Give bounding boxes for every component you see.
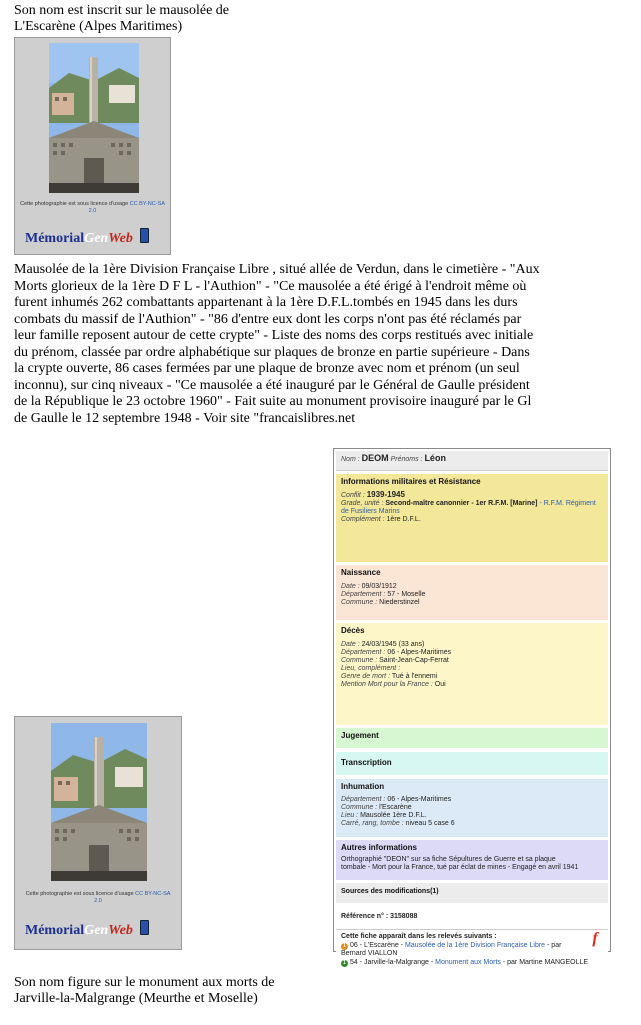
photo-license: Cette photographie est sous licence d'usage CC BY-NC-SA 2.0 <box>20 201 165 214</box>
description-line: furent inhumés 262 combattants appartenant à la 1ère D.F.L.tombés en 1945 dans les durs <box>14 295 518 310</box>
other-info-section: Autres informations Orthographié "DEON" sur sa fiche Sépultures de Guerre et sa plaque tombale - Mort pour la France, tué par éclat de mines - Engagé en avril 1941 <box>336 840 608 880</box>
sources-title[interactable]: Sources des modifications(1) <box>341 888 439 895</box>
description-line: de la République le 23 octobre 1960" - Fait suite au monument provisoire inauguré par le Gl <box>14 394 532 409</box>
soldier-record-panel <box>333 448 611 966</box>
birth-section: Naissance Date : 09/03/1912 Département : 57 - Moselle Commune : Niederstinzel <box>336 565 608 620</box>
section-title: Décès <box>341 626 365 635</box>
description-line: la crypte ouverte, 86 cases fermées par une plaque de bronze avec nom et prénom (un seul <box>14 361 520 376</box>
burial-section: Inhumation Département : 06 - Alpes-Maritimes Commune : l'Escarène Lieu : Mausolée 1ère D.F.L. Carré, rang, tombe : niveau 5 case 6 <box>336 779 608 837</box>
section-title: Transcription <box>341 758 392 767</box>
top-caption <box>14 3 229 35</box>
bottom-caption-line2: Jarville-la-Malgrange (Meurthe et Moselle) <box>14 991 258 1006</box>
monument-photo <box>51 723 147 881</box>
name-bar: Nom : DEOM Prénoms : Léon <box>336 451 608 471</box>
surname: DEOM <box>361 453 389 463</box>
regiment-link[interactable]: - R.F.M. Régiment de Fusiliers Marins <box>341 500 596 515</box>
photo-license: Cette photographie est sous licence d'usage CC BY-NC-SA 2.0 <box>25 891 171 904</box>
description-line: Mausolée de la 1ère Division Française Libre , situé allée de Verdun, dans le cimetière - "Aux <box>14 262 540 277</box>
death-section: Décès Date : 24/03/1945 (33 ans) Département : 06 - Alpes-Maritimes Commune : Saint-Jean-Cap-Ferrat Lieu, complément : Genre de mort : Tué à l'ennemi Mention Mort pour la France : Oui <box>336 623 608 725</box>
appears-in-section: f Cette fiche apparaît dans les relevés suivants : 1 06 - L'Escarène - Mausolée de la 1ère Division Française Libre - par Bernard VIALLON 1 54 - Jarville-la-Malgrange - Monument aux Morts - par Martine MANGEOLLE <box>336 929 608 989</box>
bottom-caption <box>14 975 275 1007</box>
section-title: Naissance <box>341 568 381 577</box>
monument-photo-card[interactable] <box>14 716 182 950</box>
memorial-genweb-logo: MémorialGenWeb <box>25 920 149 939</box>
first-name: Léon <box>424 453 446 463</box>
top-caption-line2: L'Escarène (Alpes Maritimes) <box>14 19 183 34</box>
monument-record-link[interactable]: Monument aux Morts <box>435 959 501 966</box>
description-line: du prénom, classée par ordre alphabétique sur plaques de bronze en partie supérieure - Dans <box>14 344 530 360</box>
military-info-section: Informations militaires et Résistance Conflit : 1939-1945 Grade, unité : Second-maître canonnier - 1er R.F.M. [Marine] - R.F.M. Régiment de Fusiliers Marins Complément : 1ère D.F.L. <box>336 474 608 562</box>
orange-number-badge-icon: 1 <box>341 943 348 950</box>
section-title: Informations militaires et Résistance <box>341 477 481 486</box>
mobile-phone-icon <box>140 920 149 935</box>
transcription-section <box>336 752 608 775</box>
green-number-badge-icon: 1 <box>341 960 348 967</box>
memorial-photo-card[interactable] <box>14 37 171 255</box>
license-link[interactable]: CC BY-NC-SA <box>135 891 171 897</box>
sources-section[interactable] <box>336 883 608 903</box>
license-link[interactable]: CC BY-NC-SA <box>129 201 165 207</box>
judgment-section <box>336 728 608 748</box>
section-title: Autres informations <box>341 843 418 852</box>
description-line: Morts glorieux de la 1ère D F L - l'Authion" - "Ce mausolée a été érigé à l'endroit même où <box>14 278 527 294</box>
mausoleum-record-link[interactable]: Mausolée de la 1ère Division Française Libre <box>405 942 546 949</box>
section-title: Jugement <box>341 731 379 740</box>
memorial-genweb-logo: MémorialGenWeb <box>25 228 149 247</box>
description-line: inconnu), sur cinq niveaux - "Ce mausolée a été inauguré par le Général de Gaulle président <box>14 377 530 393</box>
section-title: Inhumation <box>341 782 385 791</box>
description-line: de Gaulle le 12 septembre 1948 - Voir site "francaislibres.net <box>14 410 356 426</box>
mobile-phone-icon <box>140 228 149 243</box>
description-line: combats du massif de l'Authion" - "86 d'entre eux dont les corps n'ont pas été réclamés par <box>14 311 522 327</box>
reference-section: Référence n° : 3158088 <box>336 906 608 926</box>
mausoleum-photo <box>49 43 139 193</box>
description-line: leur famille reposent autour de cette crypte" - Liste des noms des corps restitués avec initiale <box>14 328 534 343</box>
f-logo-icon: f <box>592 930 598 947</box>
reference-number: 3158088 <box>390 913 418 920</box>
mausoleum-description <box>14 262 634 427</box>
bottom-caption-line1: Son nom figure sur le monument aux morts de <box>14 975 275 990</box>
top-caption-line1: Son nom est inscrit sur le mausolée de <box>14 3 230 18</box>
